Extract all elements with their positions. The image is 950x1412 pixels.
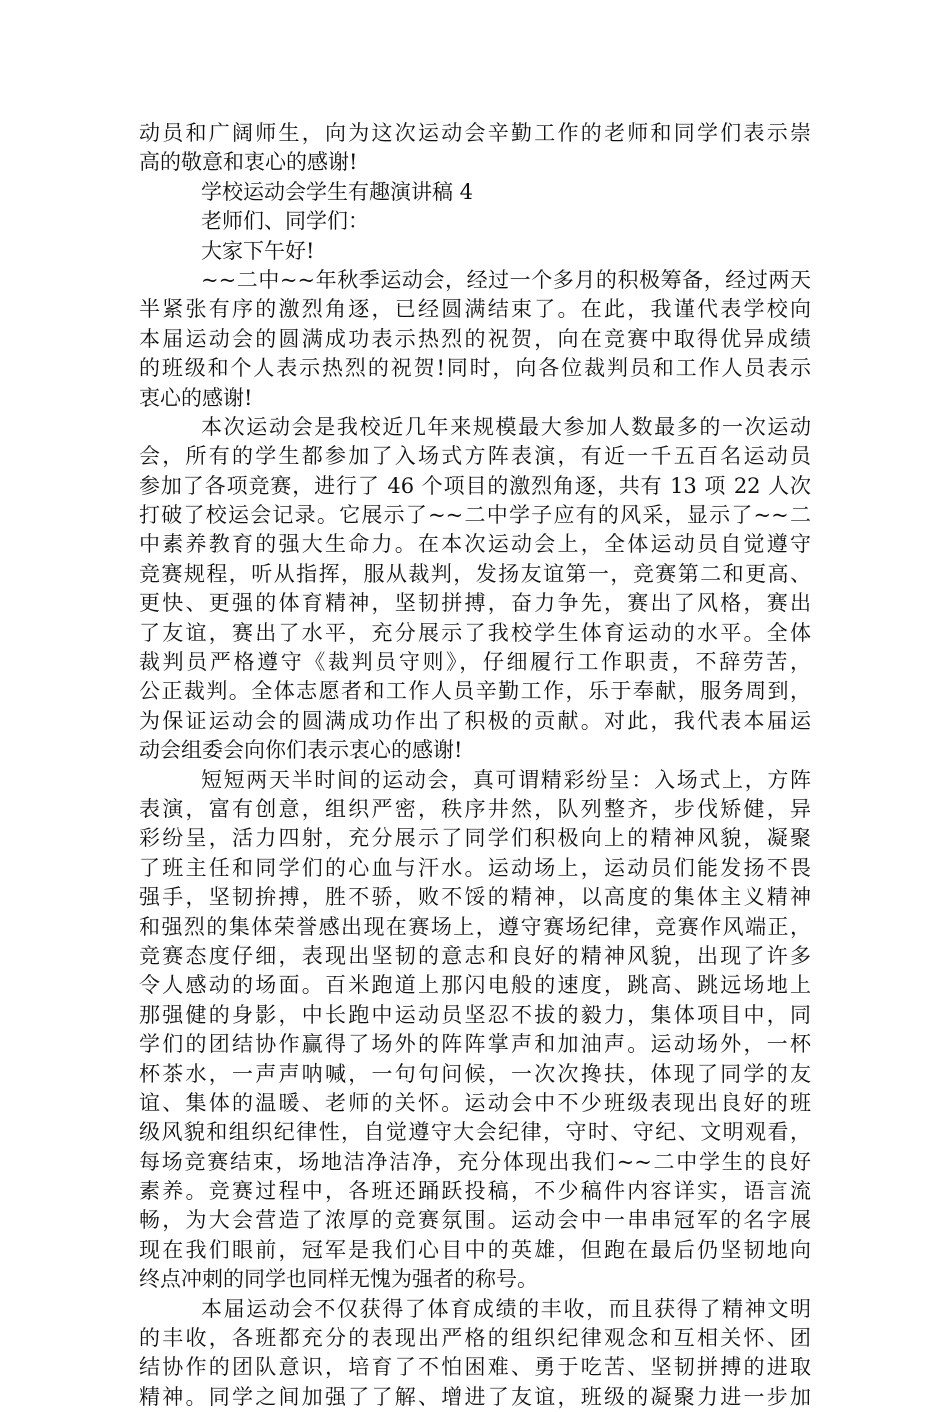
text-line: 本届运动会的圆满成功表示热烈的祝贺，向在竞赛中取得优异成绩 <box>139 326 811 351</box>
text-line: 更快、更强的体育精神，坚韧拼搏，奋力争先，赛出了风格，赛出 <box>139 591 811 616</box>
salutation: 老师们、同学们： <box>201 209 369 234</box>
text-line: 畅，为大会营造了浓厚的竞赛氛围。运动会中一串串冠军的名字展 <box>139 1208 811 1233</box>
section-heading: 学校运动会学生有趣演讲稿 4 <box>201 179 474 204</box>
text-line: 动会组委会向你们表示衷心的感谢! <box>139 738 463 763</box>
text-line: 动员和广阔师生，向为这次运动会辛勤工作的老师和同学们表示崇 <box>139 121 811 145</box>
text-line: 本次运动会是我校近几年来规模最大参加人数最多的一次运动 <box>201 414 811 439</box>
text-line: 终点冲刺的同学也同样无愧为强者的称号。 <box>139 1267 538 1292</box>
text-line: 竞赛规程，听从指挥，服从裁判，发扬友谊第一，竞赛第二和更高、 <box>139 561 811 586</box>
text-line: 那强健的身影，中长跑中运动员坚忍不拔的毅力，集体项目中，同 <box>139 1002 811 1027</box>
text-line: 中素养教育的强大生命力。在本次运动会上，全体运动员自觉遵守 <box>139 532 811 557</box>
text-line: 的丰收，各班都充分的表现出严格的组织纪律观念和互相关怀、团 <box>139 1326 811 1351</box>
text-line: 短短两天半时间的运动会，真可谓精彩纷呈：入场式上，方阵 <box>201 767 811 792</box>
document-body <box>139 119 811 1412</box>
text-line: 强手，坚韧拚搏，胜不骄，败不馁的精神，以高度的集体主义精神 <box>139 885 811 910</box>
text-line: 结协作的团队意识，培育了不怕困难、勇于吃苦、坚韧拼搏的进取 <box>139 1355 811 1380</box>
text-line: 高的敬意和衷心的感谢! <box>139 150 358 175</box>
text-line: 竞赛态度仔细，表现出坚韧的意志和良好的精神风貌，出现了许多 <box>139 943 811 968</box>
text-line: ~~二中~~年秋季运动会，经过一个多月的积极筹备，经过两天 <box>201 267 811 292</box>
text-line: 级风貌和组织纪律性，自觉遵守大会纪律，守时、守纪、文明观看， <box>139 1120 811 1145</box>
text-line: 本届运动会不仅获得了体育成绩的丰收，而且获得了精神文明 <box>201 1296 811 1321</box>
text-line: 精神。同学之间加强了了解、增进了友谊，班级的凝聚力进一步加 <box>139 1384 811 1409</box>
text-line: 为保证运动会的圆满成功作出了积极的贡献。对此，我代表本届运 <box>139 708 811 733</box>
text-line: 公正裁判。全体志愿者和工作人员辛勤工作，乐于奉献，服务周到， <box>139 679 811 704</box>
text-line: 和强烈的集体荣誉感出现在赛场上，遵守赛场纪律，竞赛作风端正， <box>139 914 811 939</box>
text-line: 学们的团结协作赢得了场外的阵阵掌声和加油声。运动场外，一杯 <box>139 1032 811 1057</box>
text-line: 会，所有的学生都参加了入场式方阵表演，有近一千五百名运动员 <box>139 444 811 469</box>
text-line: 彩纷呈，活力四射，充分展示了同学们积极向上的精神风貌，凝聚 <box>139 826 811 851</box>
text-line: 现在我们眼前，冠军是我们心目中的英雄，但跑在最后仍坚韧地向 <box>139 1237 811 1262</box>
text-line: 打破了校运会记录。它展示了~~二中学子应有的风采，显示了~~二 <box>139 503 811 528</box>
text-line: 素养。竞赛过程中，各班还踊跃投稿，不少稿件内容详实，语言流 <box>139 1179 811 1204</box>
text-line: 衷心的感谢! <box>139 385 253 410</box>
text-line: 杯茶水，一声声呐喊，一句句问候，一次次搀扶，体现了同学的友 <box>139 1061 811 1086</box>
text-line: 了友谊，赛出了水平，充分展示了我校学生体育运动的水平。全体 <box>139 620 811 645</box>
text-line: 了班主任和同学们的心血与汗水。运动场上，运动员们能发扬不畏 <box>139 855 811 880</box>
text-line: 令人感动的场面。百米跑道上那闪电般的速度，跳高、跳远场地上 <box>139 973 811 998</box>
text-line: 表演，富有创意，组织严密，秩序井然，队列整齐，步伐矫健，异 <box>139 796 811 821</box>
text-line: 参加了各项竞赛，进行了 46 个项目的激烈角逐，共有 13 项 22 人次 <box>139 473 811 498</box>
text-line: 每场竞赛结束，场地洁净洁净，充分体现出我们~~二中学生的良好 <box>139 1149 811 1174</box>
greeting: 大家下午好! <box>201 238 315 263</box>
text-line: 谊、集体的温暖、老师的关怀。运动会中不少班级表现出良好的班 <box>139 1090 811 1115</box>
text-line: 裁判员严格遵守《裁判员守则》，仔细履行工作职责，不辞劳苦， <box>139 650 811 675</box>
text-line: 的班级和个人表示热烈的祝贺!同时，向各位裁判员和工作人员表示 <box>139 356 811 381</box>
text-line: 半紧张有序的激烈角逐，已经圆满结束了。在此，我谨代表学校向 <box>139 297 811 322</box>
